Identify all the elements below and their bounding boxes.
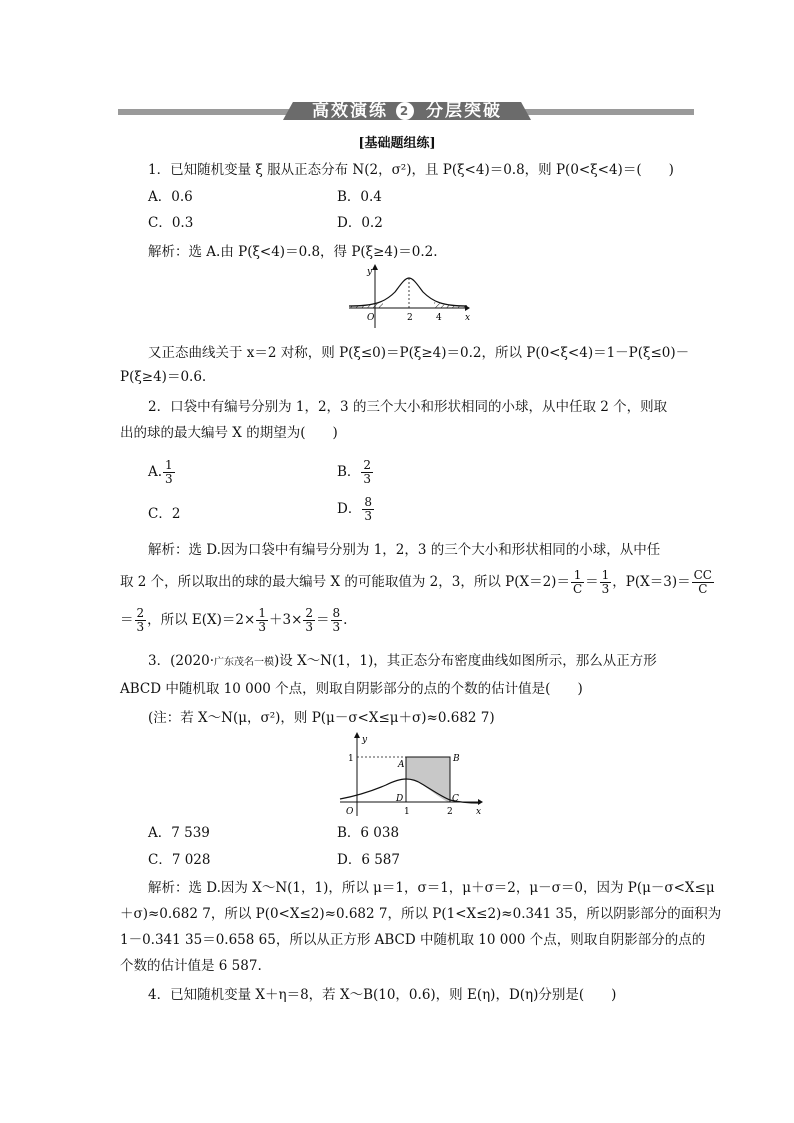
q2-option-c: C．2: [148, 506, 181, 522]
q2-option-a-fraction: [163, 459, 175, 486]
q3-fig-x-label: x: [476, 807, 482, 817]
q3-fig-origin: O: [346, 807, 354, 817]
q3-solution-line4: 个数的估计值是 6 587.: [120, 958, 262, 974]
q3-option-b: B．6 038: [337, 825, 400, 841]
q2-option-b: [337, 459, 374, 486]
q2-option-d-label: D．: [337, 501, 362, 517]
fraction-denominator: C: [698, 582, 708, 596]
section-banner: [118, 102, 694, 120]
banner-right-text: 分层突破: [426, 101, 502, 121]
q1-option-c: C．0.3: [148, 215, 194, 231]
q2-solution-line3: [120, 607, 347, 634]
fraction-numerator: 8: [332, 606, 341, 620]
q3-square-figure: [336, 730, 486, 818]
q2-option-b-fraction: [361, 459, 373, 486]
q2-option-b-label: B．: [337, 464, 361, 480]
q1-fig-origin: O: [367, 313, 375, 323]
banner-number-badge: 2: [396, 102, 414, 120]
q2-stem-line2: 出的球的最大编号 X 的期望为( ): [120, 425, 338, 441]
q2-option-d: [337, 496, 375, 523]
q2-sol3-text-b: ，所以 E(X)＝2×: [147, 612, 256, 628]
q3-fig-label-a: A: [398, 760, 405, 770]
fraction-numerator: 2: [136, 606, 145, 620]
q1-fig-x-label: x: [465, 313, 471, 323]
q1-option-b: B．0.4: [337, 189, 382, 205]
q3-stem-line2: ABCD 中随机取 10 000 个点，则取自阴影部分的点的个数的估计值是( ): [120, 681, 583, 697]
q3-stem-line1: [148, 652, 657, 672]
q3-stem-text-a: 3．(2020·: [148, 653, 215, 669]
q3-note: (注：若 X～N(μ，σ²)，则 P(μ－σ<X≤μ＋σ)≈0.682 7): [148, 710, 495, 726]
q2-option-d-fraction: [362, 496, 374, 523]
q1-density-curve: [349, 278, 467, 306]
fraction-numerator: 1: [601, 568, 610, 582]
q4-stem: 4．已知随机变量 X＋η＝8，若 X～B(10，0.6)，则 E(η)，D(η)分别是( ): [148, 987, 617, 1003]
q2-sol3-fraction-4: [331, 607, 343, 634]
q3-option-c: C．7 028: [148, 852, 211, 868]
q2-solution-line1: 解析：选 D.因为口袋中有编号分别为 1，2，3 的三个大小和形状相同的小球，从中任: [148, 542, 661, 558]
q3-solution-line2: ＋σ)≈0.682 7，所以 P(0<X≤2)≈0.682 7，所以 P(1<X≤2)≈0.341 35，所以阴影部分的面积为: [120, 906, 722, 922]
q3-fig-y-label: y: [362, 735, 368, 745]
q3-fig-x-tick-2: 2: [447, 807, 453, 817]
q2-sol3-fraction-2: [256, 607, 268, 634]
q1-fig-tick-2: 2: [407, 313, 413, 323]
fraction-denominator: 3: [332, 620, 341, 634]
fraction-denominator: 3: [363, 472, 372, 486]
q3-solution-line3: 1－0.341 35＝0.658 65，所以从正方形 ABCD 中随机取 10 000 个点，则取自阴影部分的点的: [120, 932, 706, 948]
q3-fig-y-tick-1: 1: [348, 754, 354, 764]
q3-option-a: A．7 539: [148, 825, 210, 841]
fraction-denominator: 3: [364, 509, 372, 523]
q2-sol3-text-a: ＝: [120, 612, 134, 628]
q1-normal-curve-figure: [345, 262, 475, 330]
q2-sol2-text-b: ＝: [585, 574, 599, 590]
q2-sol3-text-c: ＋3×: [268, 612, 303, 628]
q2-sol2-fraction-2: [600, 569, 612, 596]
q3-fig-label-d: D: [396, 794, 404, 804]
q3-option-d: D．6 587: [337, 852, 400, 868]
q1-option-d: D．0.2: [337, 215, 383, 231]
q2-stem-line1: 2．口袋中有编号分别为 1，2，3 的三个大小和形状相同的小球，从中任取 2 个，则取: [148, 399, 668, 415]
q1-stem: 1．已知随机变量 ξ 服从正态分布 N(2，σ²)，且 P(ξ<4)＝0.8，则 P(0<ξ<4)＝( ): [148, 162, 674, 178]
q2-option-a-label: A.: [148, 464, 163, 480]
q2-sol2-fraction-1: [571, 569, 584, 596]
q3-stem-text-b: )设 X～N(1，1)，其正态分布密度曲线如图所示，那么从正方形: [274, 653, 657, 669]
fraction-denominator: 3: [258, 620, 266, 634]
fraction-denominator: 3: [136, 620, 145, 634]
q2-sol2-fraction-3: [692, 569, 714, 596]
fraction-numerator: 8: [364, 495, 372, 509]
q1-solution-line3: P(ξ≥4)＝0.6.: [120, 369, 207, 385]
fraction-numerator: 1: [571, 569, 584, 583]
q1-solution-line2: 又正态曲线关于 x＝2 对称，则 P(ξ≤0)＝P(ξ≥4)＝0.2，所以 P(0<ξ<4)＝1－P(ξ≤0)－: [148, 345, 690, 361]
fraction-numerator: 2: [305, 606, 314, 620]
q2-solution-line2: [120, 569, 715, 596]
q2-sol2-text-c: ，P(X＝3)＝: [612, 574, 691, 590]
banner-title: [293, 100, 521, 122]
fraction-denominator: 3: [601, 582, 610, 596]
q1-fig-tick-4: 4: [436, 313, 442, 323]
q1-fig-y-label: y: [367, 267, 373, 277]
fraction-numerator: 1: [258, 606, 266, 620]
q2-sol3-fraction-1: [135, 607, 147, 634]
q3-solution-line1: 解析：选 D.因为 X～N(1，1)，所以 μ＝1，σ＝1，μ＋σ＝2，μ－σ＝0，因为 P(μ－σ<X≤μ: [148, 880, 715, 896]
fraction-numerator: 1: [165, 458, 173, 472]
q3-density-curve: [340, 779, 480, 803]
q2-sol3-text-e: .: [343, 612, 348, 628]
q3-fig-x-tick-1: 1: [404, 807, 410, 817]
q2-sol3-fraction-3: [303, 607, 315, 634]
q1-option-a: A．0.6: [148, 189, 193, 205]
q2-sol3-text-d: ＝: [316, 612, 330, 628]
fraction-numerator: 2: [363, 458, 372, 472]
q3-fig-label-c: C: [452, 794, 459, 804]
q3-source-label: 广东茂名一模: [214, 657, 275, 668]
q2-sol2-text-a: 取 2 个，所以取出的球的最大编号 X 的可能取值为 2，3，所以 P(X＝2)＝: [120, 574, 570, 590]
q1-solution-line1: 解析：选 A.由 P(ξ<4)＝0.8，得 P(ξ≥4)＝0.2.: [148, 244, 438, 260]
fraction-denominator: 3: [305, 620, 314, 634]
q2-option-a: [148, 459, 176, 486]
section-heading: [基础题组练]: [358, 136, 436, 151]
banner-left-text: 高效演练: [312, 101, 388, 121]
fraction-denominator: C: [572, 582, 583, 596]
fraction-numerator: CC: [693, 568, 712, 582]
fraction-denominator: 3: [165, 472, 173, 486]
q3-fig-label-b: B: [453, 754, 460, 764]
